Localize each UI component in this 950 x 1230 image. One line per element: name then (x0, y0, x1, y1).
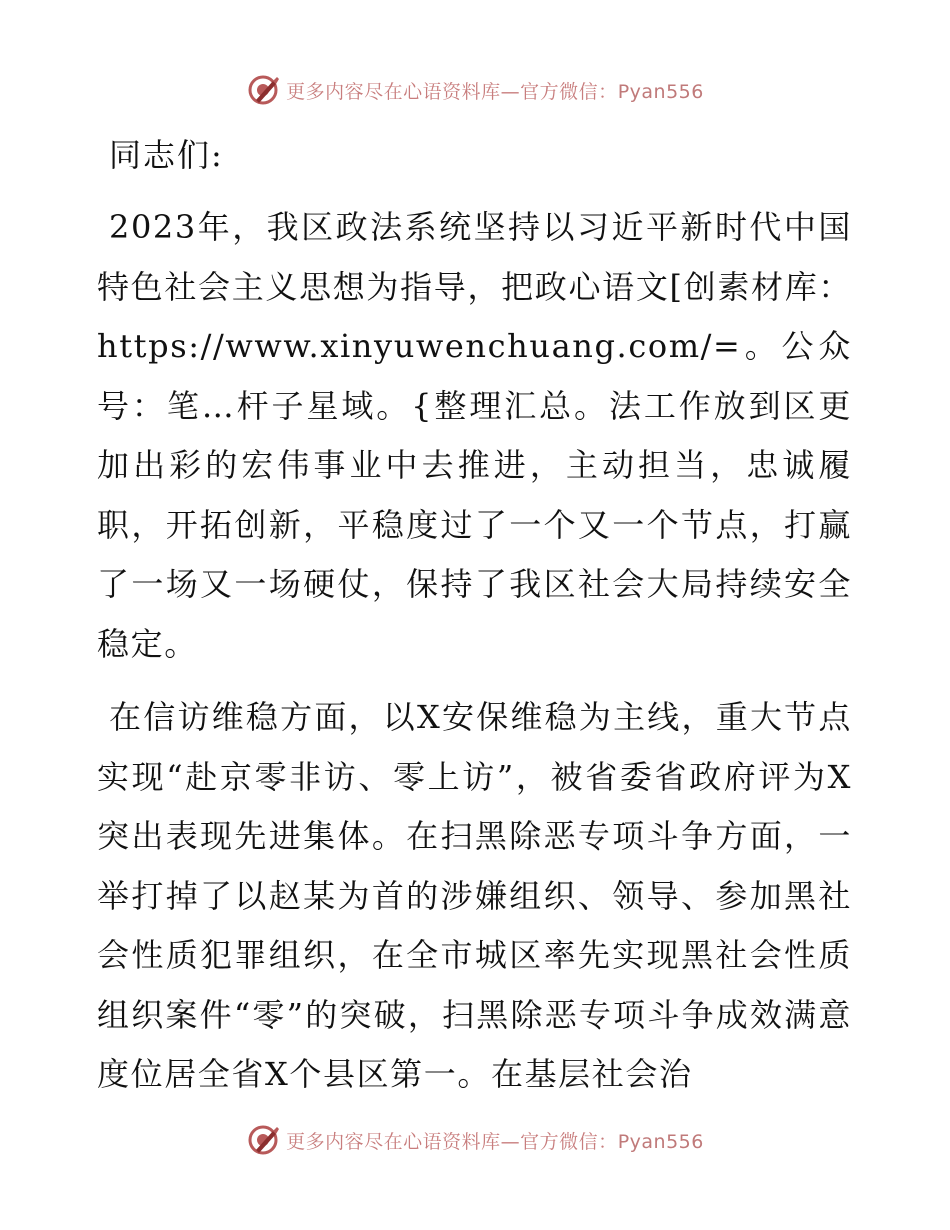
document-body (97, 120, 852, 1119)
header-banner (0, 70, 950, 110)
paragraph-2: 在信访维稳方面，以X安保维稳为主线，重大节点实现“赴京零非访、零上访”，被省委省政府评为X突出表现先进集体。在扫黑除恶专项斗争方面，一举打掉了以赵某为首的涉嫌组织、领导、参加黑社会性质犯罪组织，在全市城区率先实现黑社会性质组织案件“零”的突破，扫黑除恶专项斗争成效满意度位居全省X个县区第一。在基层社会治 (97, 698, 852, 1093)
footer-banner-text[interactable] (286, 1127, 704, 1154)
footer-wechat-id: Pyan556 (617, 1130, 704, 1153)
header-site-text: 更多内容尽在心语资料库 (286, 80, 501, 103)
header-banner-text[interactable] (286, 77, 704, 104)
paragraph-1: 2023年，我区政法系统坚持以习近平新时代中国特色社会主义思想为指导，把政心语文[创素材库：https://www.xinyuwenchuang.com/=。公众号：笔…杆子星域。{整理汇总。法工作放到区更加出彩的宏伟事业中去推进，主动担当，忠诚履职，开拓创新，平稳度过了一个又一个节点，打赢了一场又一场硬仗，保持了我区社会大局持续安全稳定。 (97, 208, 852, 663)
header-wechat-id: Pyan556 (617, 80, 704, 103)
header-wechat-label: 官方微信： (520, 80, 618, 103)
greeting: 同志们: (109, 136, 224, 174)
footer-separator: — (500, 1130, 521, 1153)
brand-logo-icon (246, 1123, 280, 1157)
footer-banner (0, 1120, 950, 1160)
header-separator: — (500, 80, 521, 103)
footer-site-text: 更多内容尽在心语资料库 (286, 1130, 501, 1153)
brand-logo-icon (246, 73, 280, 107)
footer-wechat-label: 官方微信： (520, 1130, 618, 1153)
